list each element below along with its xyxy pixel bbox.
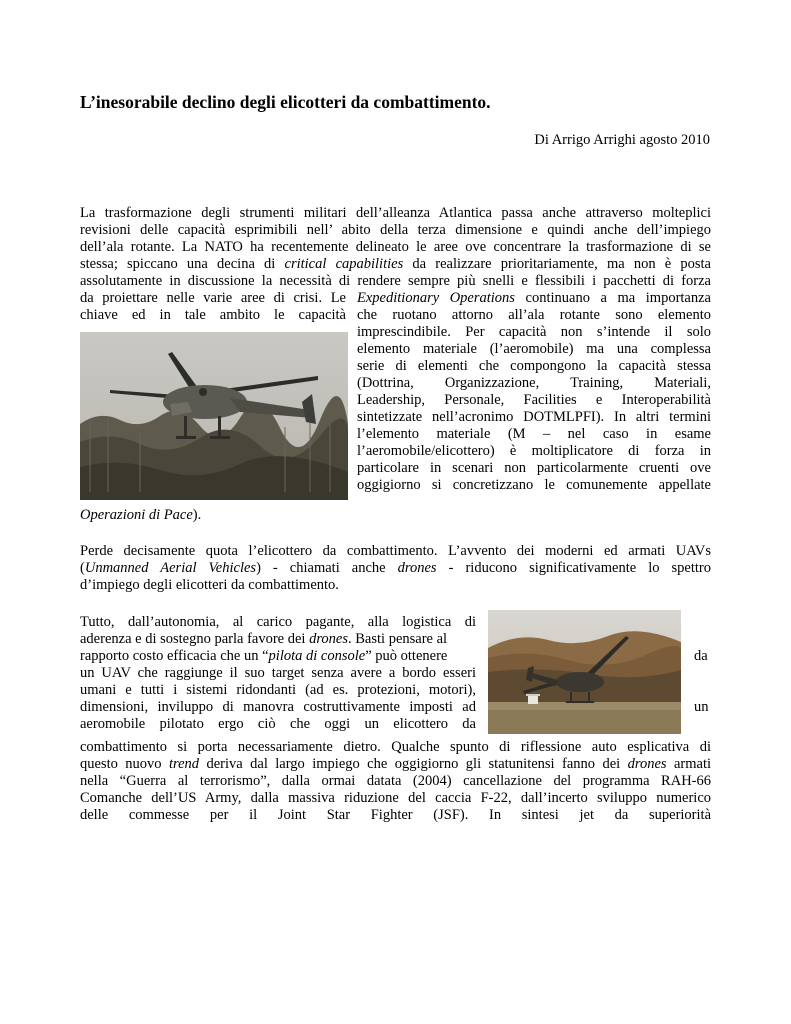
paragraph-line: umani e tutti i sistemi ridondanti (ad es. protezioni, motori),	[80, 682, 476, 698]
paragraph-line: questo nuovo trend deriva dal largo impiego che oggigiorno gli statunitensi fanno dei drones armati	[80, 756, 711, 772]
emphasis-text: Expeditionary Operations	[357, 290, 515, 306]
paragraph-line: (Dottrina, Organizzazione, Training, Materiali,	[357, 375, 711, 391]
emphasis-text: critical capabilities	[284, 256, 404, 272]
emphasis-text: pilota di console	[268, 648, 366, 664]
paragraph-line: dimensioni, inviluppo di manovra costruttivamente imposti ad	[80, 699, 476, 715]
paragraph-line: oggigiorno si concretizzano le comunemente appellate	[357, 477, 711, 493]
paragraph-line: da proiettare nelle varie aree di crisi. Le	[80, 290, 346, 306]
article-title: L’inesorabile declino degli elicotteri da combattimento.	[80, 92, 491, 112]
paragraph-line: revisioni delle capacità esprimibili nell’ abito della terza dimensione e quindi anche dell’impiego	[80, 222, 711, 238]
paragraph-line: Perde decisamente quota l’elicottero da combattimento. L’avvento dei moderni ed armati UAVs	[80, 543, 711, 559]
paragraph-line: Comanche dell’US Army, dalla massiva riduzione del caccia F-22, dall’incerto sviluppo numerico	[80, 790, 711, 806]
paragraph-line: l’aeromobile/elicottero) è moltiplicatore di forza in	[357, 443, 711, 459]
paragraph-line: serie di elementi che compongono la capacità stessa	[357, 358, 711, 374]
paragraph-line: nella “Guerra al terrorismo”, dalla ormai datata (2004) cancellazione del programma RAH-66	[80, 773, 711, 789]
paragraph-line: Leadership, Personale, Facilities e Interoperabilità	[357, 392, 711, 408]
paragraph-line: imprescindibile. Per capacità non s’intende il solo	[357, 324, 711, 340]
paragraph-line: stessa; spiccano una decina di critical capabilities da realizzare prioritariamente, ma non è posta	[80, 256, 711, 272]
emphasis-text: Operazioni di Pace	[80, 507, 193, 523]
paragraph-line: Tutto, dall’autonomia, al carico pagante, alla logistica di	[80, 614, 476, 630]
paragraph-line: chiave ed in tale ambito le capacità	[80, 307, 346, 323]
paragraph-line: un UAV che raggiunge il suo target senza avere a bordo esseri	[80, 665, 476, 681]
paragraph-line: aeromobile pilotato ergo ciò che oggi un elicottero da	[80, 716, 476, 732]
paragraph-line: aderenza e di sostegno parla favore dei drones. Basti pensare al	[80, 631, 448, 647]
attack-helicopter-photo	[80, 332, 348, 500]
paragraph-line: Operazioni di Pace).	[80, 507, 202, 523]
paragraph-line: l’elemento materiale (M – nel caso in esame	[357, 426, 711, 442]
author-date-byline: Di Arrigo Arrighi agosto 2010	[534, 132, 710, 148]
paragraph-line: assolutamente in discussione la necessità di rendere sempre più snelli e flessibili i pacchetti di forza	[80, 273, 711, 289]
paragraph-line: Expeditionary Operations continuano a ma importanza	[357, 290, 711, 306]
paragraph-line: elemento materiale (l’aeromobile) ma una complessa	[357, 341, 711, 357]
paragraph-line: d’impiego degli elicotteri da combattimento.	[80, 577, 339, 593]
paragraph-line: rapporto costo efficacia che un “pilota di console” può ottenere	[80, 648, 448, 664]
paragraph-line: sintetizzate nell’acronimo DOTMLPFI). In altri termini	[357, 409, 711, 425]
emphasis-text: drones	[627, 756, 667, 772]
emphasis-text: Unmanned Aerial Vehicles	[84, 560, 257, 576]
paragraph-line: che ruotano attorno all’ala rotante sono elemento	[357, 307, 711, 323]
paragraph-line: delle commesse per il Joint Star Fighter (JSF). In sintesi jet da superiorità	[80, 807, 711, 823]
emphasis-text: drones	[397, 560, 437, 576]
paragraph-word: un	[694, 699, 709, 715]
paragraph-line: La trasformazione degli strumenti militari dell’alleanza Atlantica passa anche attraverso molteplici	[80, 205, 711, 221]
helicopter-takeoff-photo	[488, 610, 681, 734]
paragraph-word: da	[694, 648, 708, 664]
paragraph-line: combattimento si porta necessariamente dietro. Qualche spunto di riflessione auto esplicativa di	[80, 739, 711, 755]
emphasis-text: drones	[309, 631, 349, 647]
paragraph-line: particolare in scenari non particolarmente cruenti ove	[357, 460, 711, 476]
paragraph-line: dell’ala rotante. La NATO ha recentemente delineato le aree ove concentrare la trasformazione di se	[80, 239, 711, 255]
emphasis-text: trend	[168, 756, 200, 772]
paragraph-line: (Unmanned Aerial Vehicles) - chiamati anche drones - riducono significativamente lo spettro	[80, 560, 711, 576]
